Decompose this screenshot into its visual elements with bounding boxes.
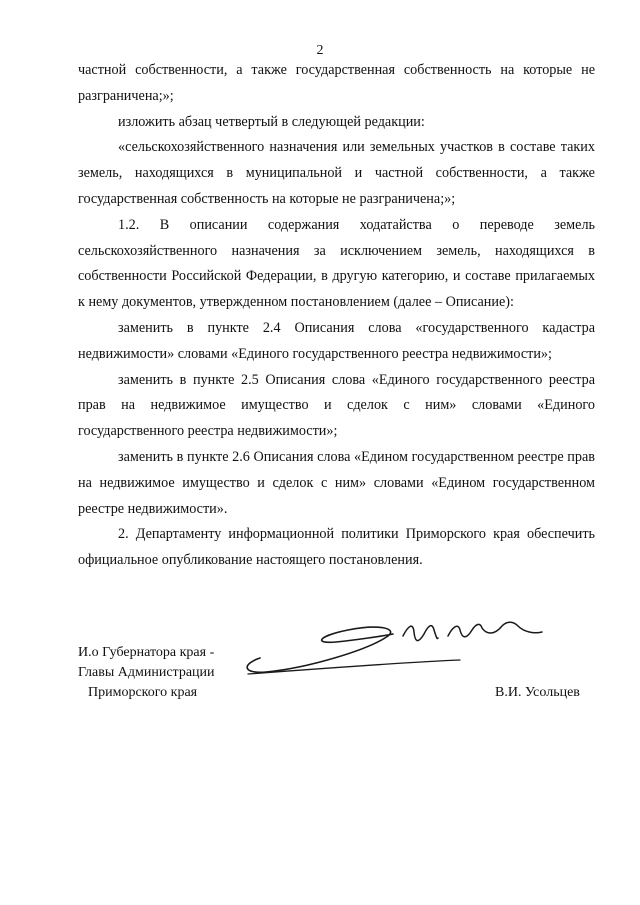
paragraph-item-1-2: 1.2. В описании содержания ходатайства о переводе земель сельскохозяйственного назначения за исключением земель, находящихся в собственности Российской Федерации, в другую категорию, и составе прилагаемых к нему документов, утвержденном постановлением (далее – Описание):: [78, 216, 595, 311]
paragraph-new-wording: «сельскохозяйственного назначения или земельных участков в составе таких земель, находящихся в муниципальной и частной собственности, а также государственная собственность на которые не разграничена;»;: [78, 139, 595, 207]
paragraph-replace-2-6: заменить в пункте 2.6 Описания слова «Едином государственном реестре прав на недвижимое имущество и сделок с ним» словами «Едином государственном реестре недвижимости».: [78, 448, 595, 517]
paragraph-replace-2-4: заменить в пункте 2.4 Описания слова «государственного кадастра недвижимости» словами «Единого государственного реестра недвижимости»;: [78, 319, 595, 362]
handwritten-signature: [238, 612, 548, 682]
signer-name: В.И. Усольцев: [495, 685, 580, 700]
paragraph-replace-2-5: заменить в пункте 2.5 Описания слова «Единого государственного реестра прав на недвижимое имущество и сделок с ним» словами «Единого государственного реестра недвижимости»;: [78, 371, 595, 440]
page-number: 2: [316, 43, 324, 58]
document-body: [78, 58, 595, 574]
signatory-position-line-2: Главы Администрации: [78, 665, 215, 680]
signatory-position-line-3: Приморского края: [88, 685, 198, 700]
signatory-position: [78, 643, 215, 703]
paragraph-item-2: 2. Департаменту информационной политики Приморского края обеспечить официальное опубликование настоящего постановления.: [78, 526, 595, 569]
paragraph-continuation: частной собственности, а также государственная собственность на которые не разграничена;»;: [78, 62, 595, 104]
signatory-position-line-1: И.о Губернатора края -: [78, 645, 215, 660]
paragraph-instruction: изложить абзац четвертый в следующей редакции:: [118, 113, 425, 130]
